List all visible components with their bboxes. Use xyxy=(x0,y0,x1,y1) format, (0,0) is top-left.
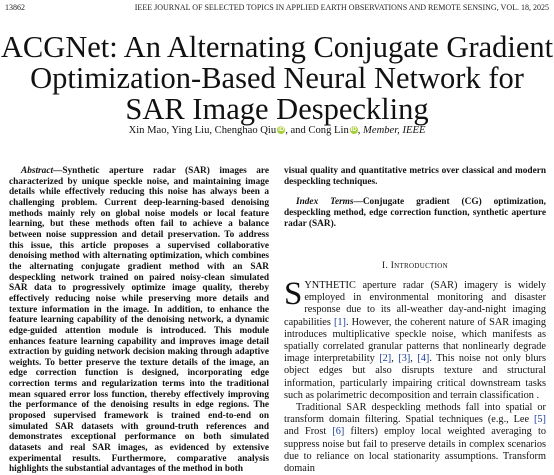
intro-text: . This noise not only blurs object edges but also disrupts texture and structural information, particularly impairing critical downstream tasks such as polarimetric decomposition and terrain classification . xyxy=(284,353,546,401)
intro-text: filters) employ local weighted averaging to suppress noise but fail to preserve details in complex scenarios due to reliance on local stationarity assumptions. Transform domain xyxy=(284,426,546,474)
section-number: I. xyxy=(382,261,389,272)
intro-paragraph-1 xyxy=(284,275,546,402)
right-column xyxy=(284,166,546,475)
abstract-text: —Synthetic aperture radar (SAR) images are characterized by unique speckle noise, and maintaining image details while effectively reducing this noise has always been a challenging problem. Current deep-learning-based denoising methods mainly rely on global noise models or local feature learning, but these methods often fail to achieve a balance between noise suppression and detail preservation. To address this issue, this article proposes a supervised collaborative denoising method with alternating optimization, which combines the alternating conjugate gradient method with an SAR despeckling network trained on paired noisy-clean simulated SAR data to progressively optimize image quality, thereby effectively reducing noise while preserving more details and texture information in the image. In addition, to enhance the feature learning capability of the denoising network, a dynamic edge-guided attention module is introduced. This module enhances feature learning capability and improves image detail extraction by guiding network decision making through adaptive weights. To better preserve the texture details of the image, an edge correction function is designed, incorporating edge correction terms and regularization terms into the traditional mean squared error loss function, thereby effectively improving the performance of the denoising results in edge regions. The proposed supervised framework is trained end-to-end on simulated SAR datasets with ground-truth references and demonstrates exceptional performance on both simulated datasets and real SAR images, as evidenced by extensive experimental results. Furthermore, comparative analysis highlights the substantial advantages of the method in both xyxy=(9,166,269,475)
citation-link[interactable]: [4] xyxy=(417,353,430,365)
intro-text: and Frost xyxy=(284,426,333,438)
intro-separator: , xyxy=(391,353,399,365)
intro-text: . However, the coherent nature of SAR imaging introduces multiplicative speckle noise, which manifests as spatially correlated granular patterns that nonlinearly degrade image interpretability xyxy=(284,316,546,365)
index-terms xyxy=(284,197,546,229)
running-header xyxy=(5,3,549,15)
intro-text: YNTHETIC aperture radar (SAR) imagery is widely employed in environmental monitoring and disaster response due to its all-weather day-and-night imaging capabilities xyxy=(284,279,546,328)
abstract xyxy=(9,166,269,475)
title-line-3: SAR Image Despeckling xyxy=(125,92,429,126)
citation-link[interactable]: [3] xyxy=(398,353,411,365)
abstract-continuation: visual quality and quantitative metrics over classical and modern despeckling techniques. xyxy=(284,166,546,187)
author-role: Member, IEEE xyxy=(363,125,426,136)
abstract-label: Abstract xyxy=(21,166,54,176)
orcid-icon[interactable]: iD xyxy=(350,127,357,133)
paper-title xyxy=(0,32,554,125)
intro-text: Traditional SAR despeckling methods fall into spatial or transform domain filtering. Spatial techniques (e.g., Lee xyxy=(284,401,546,426)
authors-part-2: , and Cong Lin xyxy=(285,125,349,136)
section-heading xyxy=(284,261,546,272)
section-title: Introduction xyxy=(390,261,448,272)
title-line-1: ACGNet: An Alternating Conjugate Gradient xyxy=(0,30,554,64)
index-terms-label: Index Terms xyxy=(296,197,354,208)
citation-link[interactable]: [5] xyxy=(533,414,546,426)
citation-link[interactable]: [2] xyxy=(379,353,392,365)
authors-part-3: , xyxy=(357,125,364,136)
authors-part-1: Xin Mao, Ying Liu, Chenghao Qiu xyxy=(128,125,277,136)
journal-title: IEEE JOURNAL OF SELECTED TOPICS IN APPLIED EARTH OBSERVATIONS AND REMOTE SENSING, VOL. 18, 2025 xyxy=(134,3,549,12)
drop-cap: S xyxy=(284,275,303,312)
index-terms-text: —Conjugate gradient (CG) optimization, despeckling method, edge correction function, synthetic aperture radar (SAR). xyxy=(284,197,546,229)
left-column xyxy=(9,166,269,475)
title-line-2: Optimization-Based Neural Network for xyxy=(30,61,524,95)
citation-link[interactable]: [6] xyxy=(332,426,345,438)
page-number: 13862 xyxy=(5,3,25,12)
intro-separator: , xyxy=(410,353,418,365)
intro-paragraph-2 xyxy=(284,402,546,475)
orcid-icon[interactable]: iD xyxy=(278,127,285,133)
author-list xyxy=(0,125,554,136)
citation-link[interactable]: [1] xyxy=(333,316,346,328)
